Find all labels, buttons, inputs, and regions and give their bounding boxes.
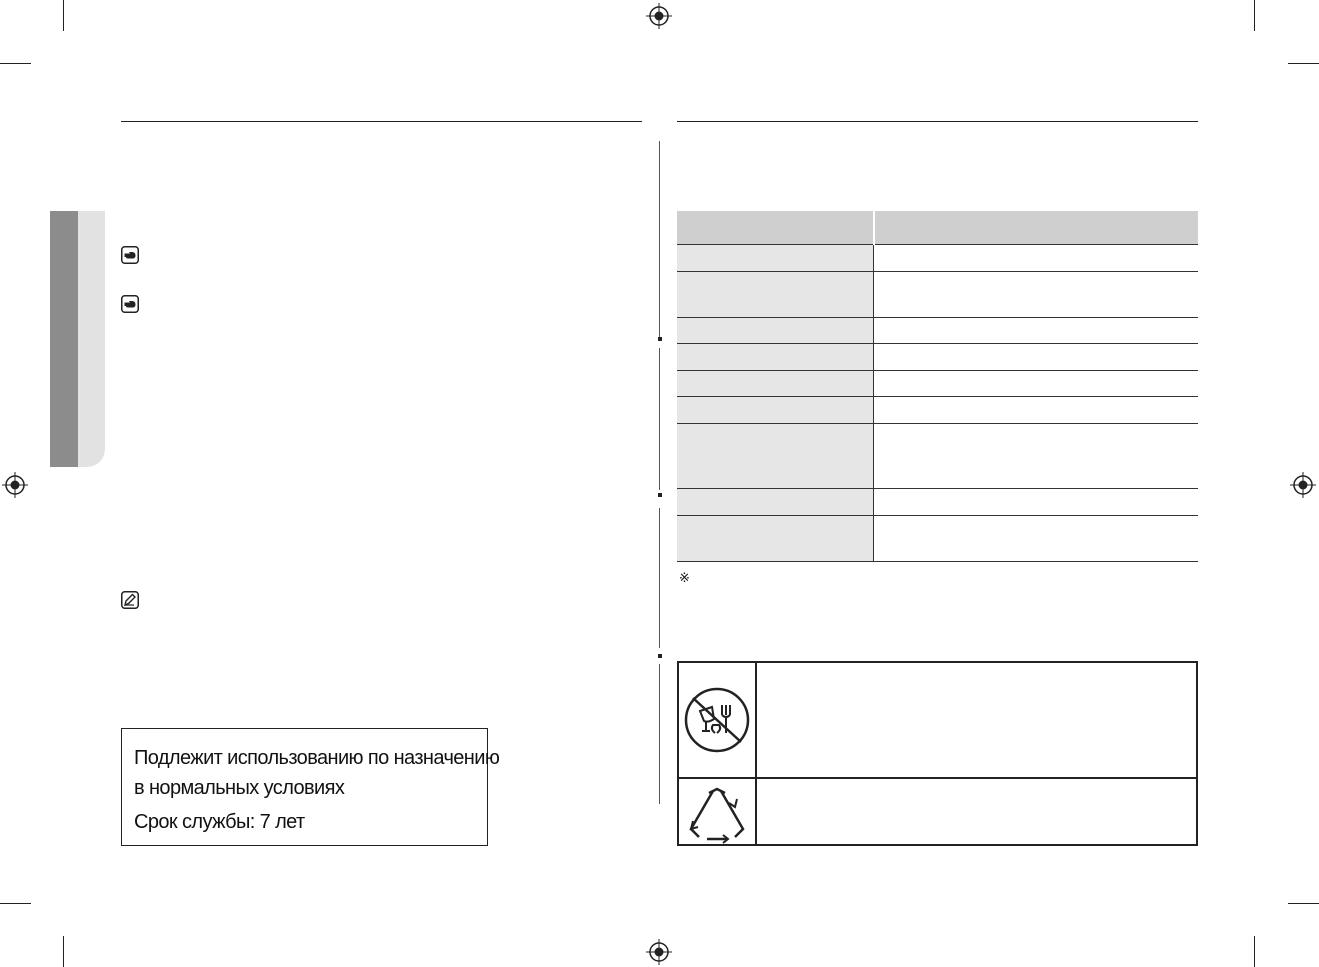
- table-row: [677, 272, 1198, 318]
- right-header-rule: [677, 121, 1198, 122]
- table-row: [677, 245, 1198, 272]
- crop-mark: [63, 936, 64, 967]
- crop-mark: [63, 0, 64, 31]
- table-value-cell: [874, 397, 1199, 424]
- crosshair-registration-icon: [1290, 472, 1316, 498]
- table-row: [677, 397, 1198, 424]
- crop-mark: [0, 903, 31, 904]
- service-life-line-3: Срок службы: 7 лет: [134, 811, 305, 833]
- table-row: [677, 371, 1198, 397]
- gutter-tick: [658, 654, 662, 658]
- crop-mark: [1254, 936, 1255, 967]
- table-label-cell: [677, 245, 874, 272]
- crosshair-registration-icon: [646, 939, 672, 965]
- table-label-cell: [677, 272, 874, 318]
- table-value-cell: [874, 516, 1199, 562]
- table-row: [677, 424, 1198, 489]
- table-label-cell: [677, 424, 874, 489]
- left-header-rule: [121, 121, 642, 122]
- service-life-line-1: Подлежит использованию по назначению: [134, 747, 500, 769]
- table-header-cell: [677, 211, 874, 245]
- table-value-cell: [874, 318, 1199, 344]
- table-label-cell: [677, 516, 874, 562]
- table-value-cell: [874, 424, 1199, 489]
- table-value-cell: [874, 489, 1199, 516]
- service-life-notice: [121, 728, 500, 846]
- table-label-cell: [677, 344, 874, 371]
- gutter-line: [659, 141, 660, 341]
- hand-pointer-icon: [121, 295, 139, 313]
- crop-mark: [1288, 903, 1319, 904]
- gutter-tick: [658, 337, 662, 341]
- table-label-cell: [677, 489, 874, 516]
- table-row: [677, 516, 1198, 562]
- table-row: [677, 318, 1198, 344]
- recycle-icon: [685, 787, 749, 845]
- section-tab-marker: [50, 211, 78, 467]
- hand-pointer-icon: [121, 246, 139, 264]
- table-row: [677, 489, 1198, 516]
- crop-mark: [1288, 63, 1319, 64]
- symbols-table: [677, 661, 1198, 846]
- table-header-row: [677, 211, 1198, 245]
- gutter-line: [659, 664, 660, 804]
- table-value-cell: [874, 344, 1199, 371]
- table-header-cell: [874, 211, 1199, 245]
- table-label-cell: [677, 371, 874, 397]
- crop-mark: [0, 63, 31, 64]
- table-label-cell: [677, 318, 874, 344]
- service-life-line-2: в нормальных условиях: [134, 777, 345, 799]
- crosshair-registration-icon: [2, 472, 28, 498]
- gutter-tick: [658, 493, 662, 497]
- table-value-cell: [874, 245, 1199, 272]
- table-column-divider: [755, 663, 757, 844]
- table-label-cell: [677, 397, 874, 424]
- gutter-line: [659, 508, 660, 648]
- table-row: [677, 344, 1198, 371]
- specifications-table: [677, 211, 1198, 562]
- crop-mark: [1254, 0, 1255, 31]
- footnote-symbol: ※: [679, 570, 690, 585]
- crossed-dishes-icon: [682, 685, 752, 755]
- table-value-cell: [874, 272, 1199, 318]
- pencil-note-icon: [121, 591, 139, 609]
- crosshair-registration-icon: [646, 3, 672, 29]
- gutter-line: [659, 348, 660, 490]
- table-value-cell: [874, 371, 1199, 397]
